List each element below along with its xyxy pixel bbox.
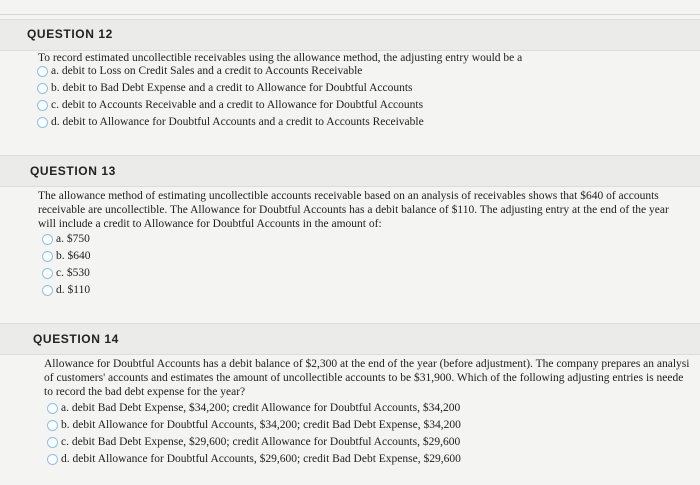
question-14-option-b[interactable] (47, 417, 461, 433)
option-label: a. debit Bad Debt Expense, $34,200; credit Allowance for Doubtful Accounts, $34,200 (61, 402, 461, 414)
radio-button[interactable] (42, 234, 53, 245)
option-label: b. debit Allowance for Doubtful Accounts, $34,200; credit Bad Debt Expense, $34,200 (61, 419, 461, 431)
top-divider (0, 14, 700, 15)
radio-button[interactable] (47, 420, 58, 431)
option-label: d. $110 (56, 284, 91, 296)
option-label: b. debit to Bad Debt Expense and a credit to Allowance for Doubtful Accounts (51, 82, 413, 94)
option-label: c. debit Bad Debt Expense, $29,600; credit Allowance for Doubtful Accounts, $29,600 (61, 436, 461, 448)
option-label: a. $750 (56, 233, 90, 245)
radio-button[interactable] (42, 251, 53, 262)
radio-button[interactable] (37, 100, 48, 111)
question-12-option-a[interactable] (37, 63, 362, 79)
question-14-option-a[interactable] (47, 400, 460, 416)
radio-button[interactable] (37, 66, 48, 77)
radio-button[interactable] (42, 268, 53, 279)
question-13-option-d[interactable] (42, 282, 90, 298)
radio-button[interactable] (37, 83, 48, 94)
question-14-stem-line-1: Allowance for Doubtful Accounts has a debit balance of $2,300 at the end of the year (before adjustment). The company prepares an analysi (44, 358, 690, 370)
question-13-option-a[interactable] (42, 231, 90, 247)
question-12-option-d[interactable] (37, 114, 424, 130)
question-14-option-c[interactable] (47, 434, 460, 450)
option-label: c. debit to Accounts Receivable and a credit to Allowance for Doubtful Accounts (51, 99, 424, 111)
question-12-option-c[interactable] (37, 97, 423, 113)
question-12-title: QUESTION 12 (27, 27, 113, 41)
radio-button[interactable] (47, 403, 58, 414)
question-14-stem-line-3: to record the bad debt expense for the year? (44, 386, 246, 398)
question-13-title: QUESTION 13 (30, 164, 116, 178)
question-13-option-c[interactable] (42, 265, 90, 281)
radio-button[interactable] (47, 454, 58, 465)
option-label: d. debit to Allowance for Doubtful Accounts and a credit to Accounts Receivable (51, 116, 424, 128)
question-14-title: QUESTION 14 (33, 332, 119, 346)
option-label: a. debit to Loss on Credit Sales and a credit to Accounts Receivable (51, 65, 363, 77)
option-label: d. debit Allowance for Doubtful Accounts, $29,600; credit Bad Debt Expense, $29,600 (61, 453, 461, 465)
option-label: c. $530 (56, 267, 90, 279)
question-12-stem: To record estimated uncollectible receivables using the allowance method, the adjusting entry would be a (38, 52, 523, 64)
question-13-stem-line-1: The allowance method of estimating uncollectible accounts receivable based on an analysis of receivables shows that $640 of accounts (38, 190, 659, 202)
question-12-option-b[interactable] (37, 80, 413, 96)
radio-button[interactable] (42, 285, 53, 296)
option-label: b. $640 (56, 250, 91, 262)
radio-button[interactable] (37, 117, 48, 128)
radio-button[interactable] (47, 437, 58, 448)
question-14-stem-line-2: of customers' accounts and estimates the amount of uncollectible accounts to be $31,900. Which of the following adjusting entries is neede (44, 372, 684, 384)
question-13-stem-line-2: receivable are uncollectible. The Allowance for Doubtful Accounts has a debit balance of $110. The adjusting entry at the end of the year (38, 204, 669, 216)
question-13-option-b[interactable] (42, 248, 91, 264)
question-13-stem-line-3: will include a credit to Allowance for Doubtful Accounts in the amount of: (38, 218, 382, 230)
question-14-option-d[interactable] (47, 451, 461, 467)
